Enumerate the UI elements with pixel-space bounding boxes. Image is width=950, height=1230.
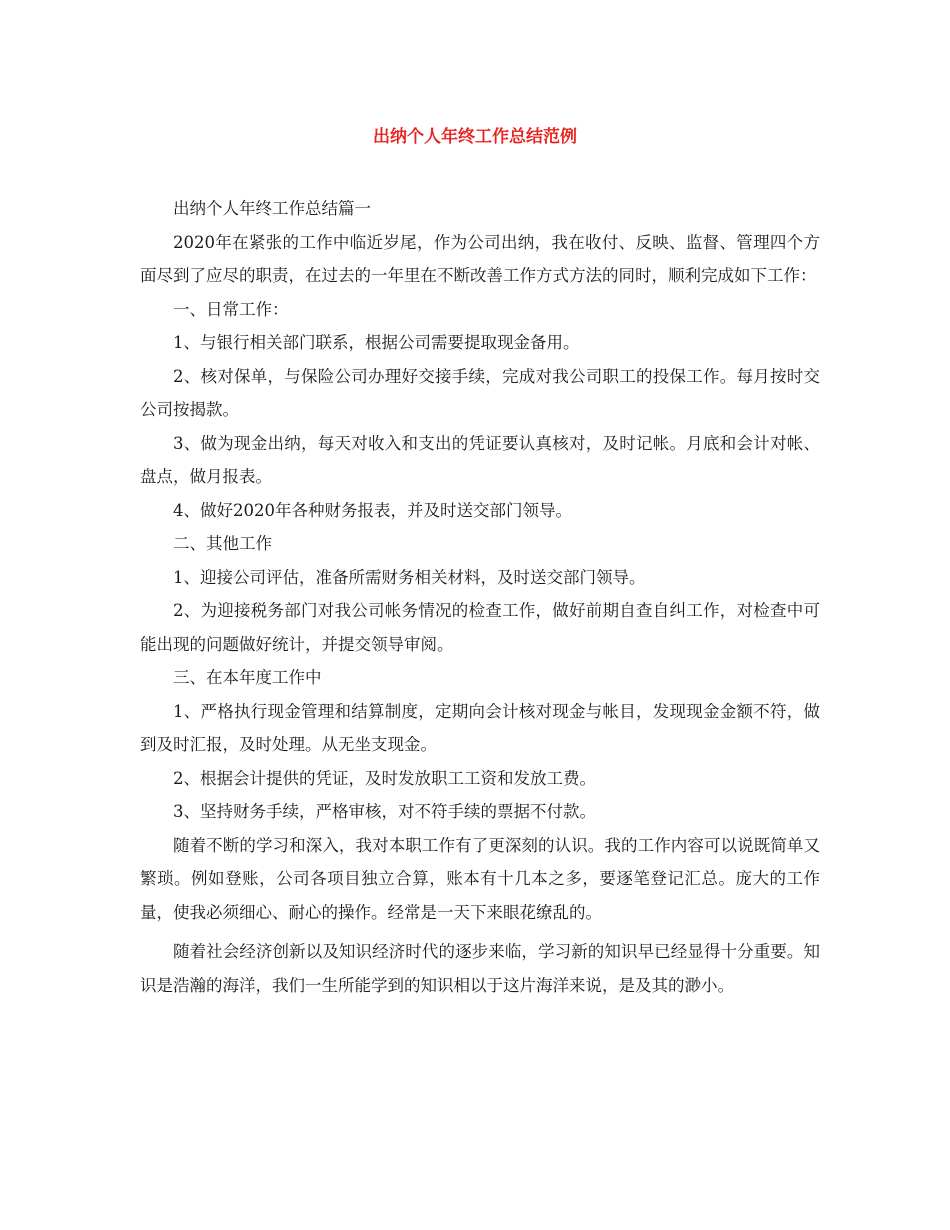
list-item: 3、坚持财务手续，严格审核，对不符手续的票据不付款。 — [173, 802, 596, 821]
document-body — [140, 192, 820, 1002]
list-item: 2、核对保单，与保险公司办理好交接手续，完成对我公司职工的投保工作。每月按时交公司按揭款。 — [140, 366, 820, 419]
subsection-heading: 三、在本年度工作中 — [173, 668, 322, 687]
document-title: 出纳个人年终工作总结范例 — [373, 127, 577, 147]
list-item: 2、为迎接税务部门对我公司帐务情况的检查工作，做好前期自查自纠工作，对检查中可能出现的问题做好统计，并提交领导审阅。 — [140, 601, 820, 654]
section-heading: 出纳个人年终工作总结篇一 — [173, 199, 371, 218]
subsection-heading: 一、日常工作： — [173, 299, 289, 319]
list-item: 4、做好2020年各种财务报表，并及时送交部门领导。 — [173, 500, 572, 520]
subsection-heading: 二、其他工作 — [173, 534, 272, 553]
list-item: 1、迎接公司评估，准备所需财务相关材料，及时送交部门领导。 — [173, 567, 646, 587]
paragraph: 随着社会经济创新以及知识经济时代的逐步来临，学习新的知识早已经显得十分重要。知识是浩瀚的海洋，我们一生所能学到的知识相以于这片海洋来说，是及其的渺小。 — [140, 942, 820, 995]
list-item: 3、做为现金出纳，每天对收入和支出的凭证要认真核对，及时记帐。月底和会计对帐、盘点，做月报表。 — [140, 433, 820, 486]
list-item: 2、根据会计提供的凭证，及时发放职工工资和发放工费。 — [173, 768, 596, 788]
list-item: 1、严格执行现金管理和结算制度，定期向会计核对现金与帐目，发现现金金额不符，做到及时汇报，及时处理。从无坐支现金。 — [140, 701, 820, 754]
list-item: 1、与银行相关部门联系，根据公司需要提取现金备用。 — [173, 333, 580, 352]
paragraph: 随着不断的学习和深入，我对本职工作有了更深刻的认识。我的工作内容可以说既简单又繁琐。例如登账，公司各项目独立合算，账本有十几本之多，要逐笔登记汇总。庞大的工作量，使我必须细心、耐心的操作。经常是一天下来眼花缭乱的。 — [140, 835, 820, 922]
paragraph: 2020年在紧张的工作中临近岁尾，作为公司出纳，我在收付、反映、监督、管理四个方面尽到了应尽的职责，在过去的一年里在不断改善工作方式方法的同时，顺利完成如下工作： — [140, 232, 820, 285]
